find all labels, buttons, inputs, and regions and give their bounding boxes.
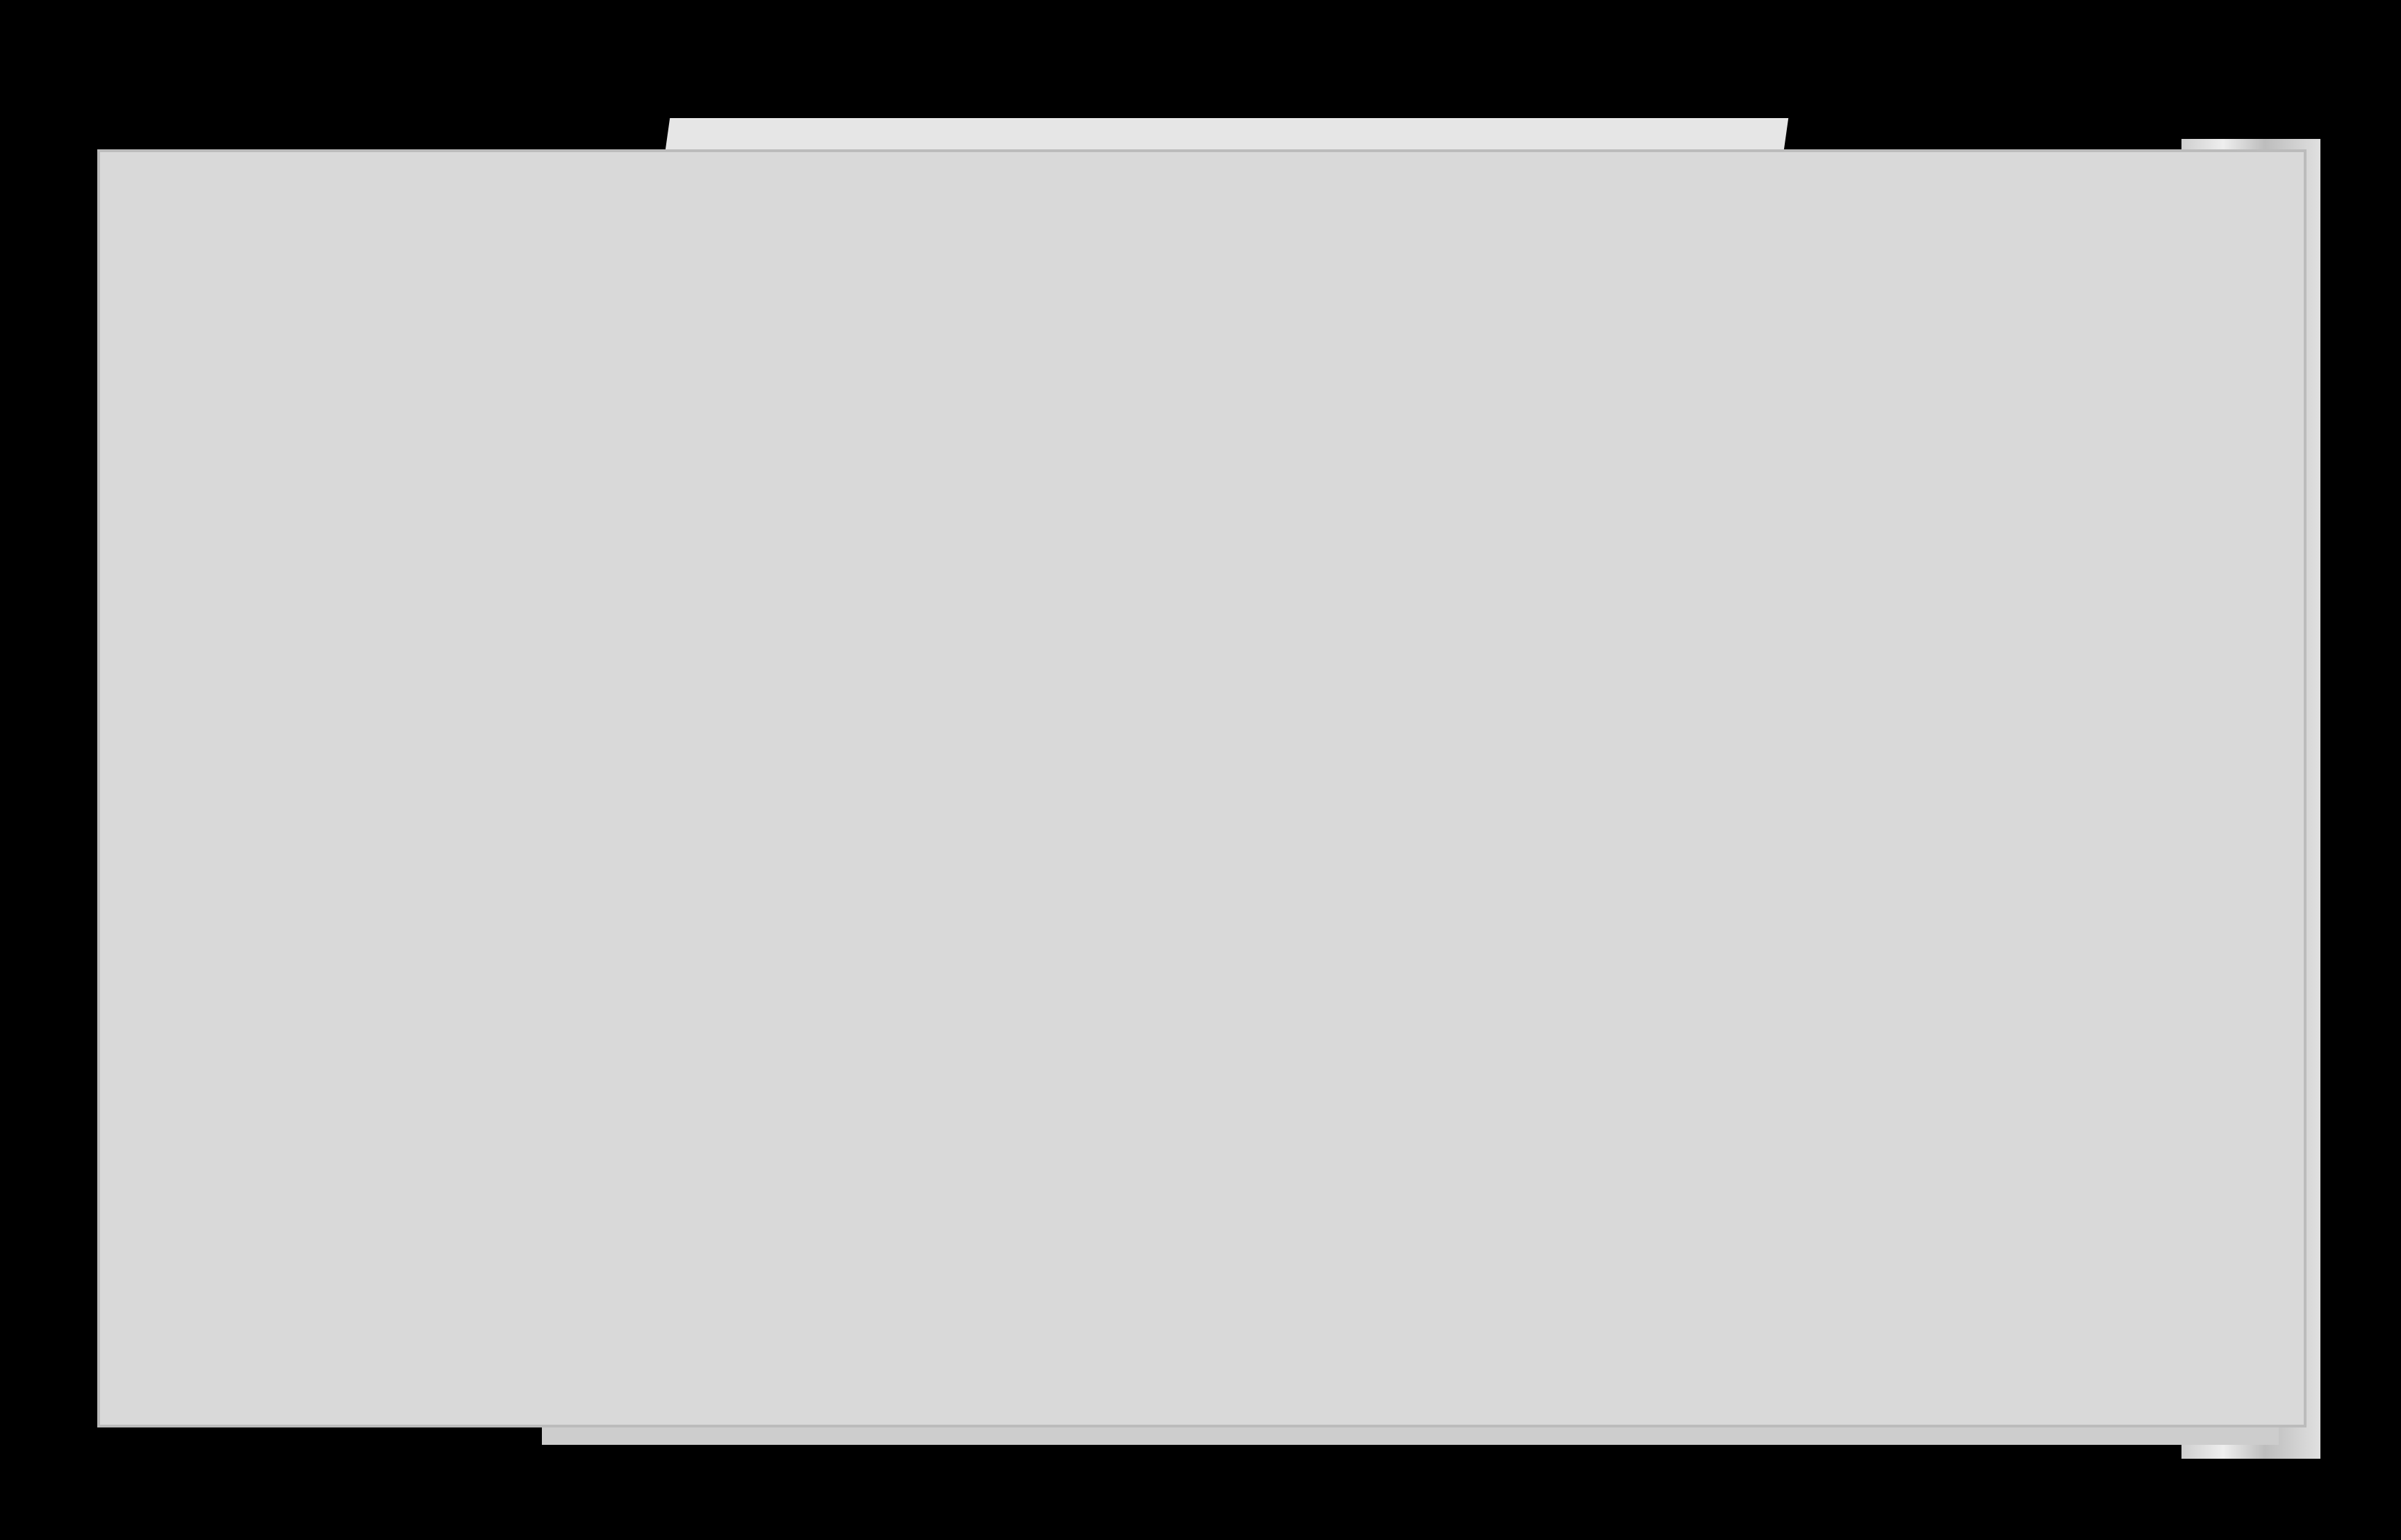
census-card (97, 149, 2307, 1427)
